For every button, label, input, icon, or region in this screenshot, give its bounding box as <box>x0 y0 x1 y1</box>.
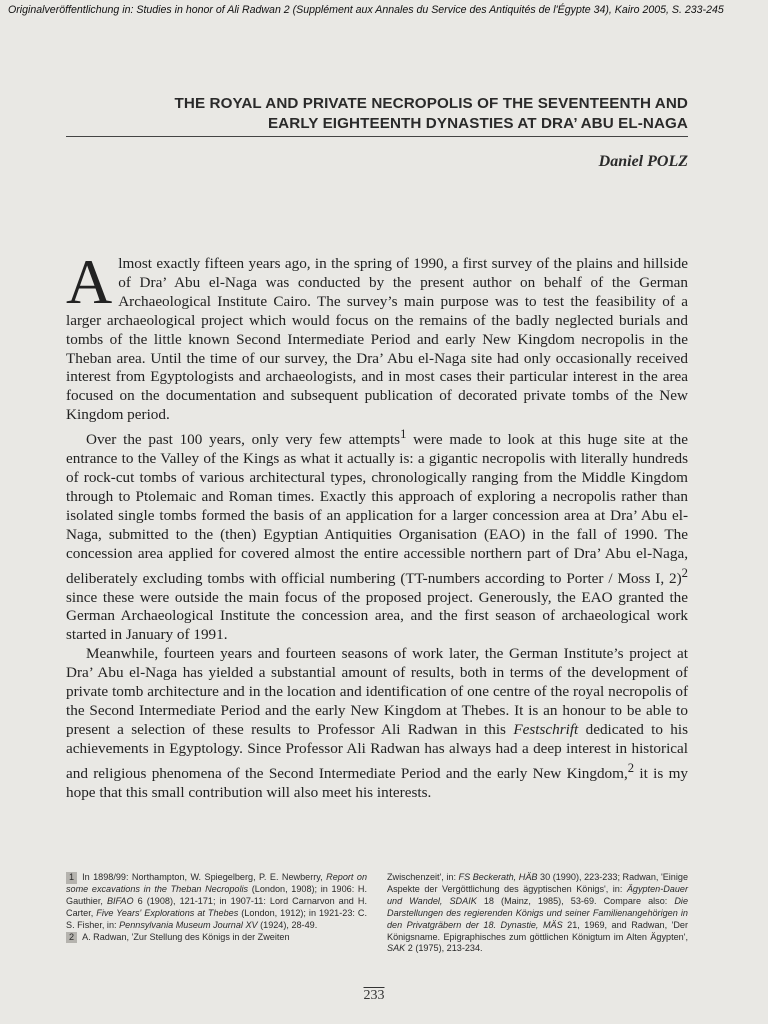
footnote-1 <box>66 872 367 932</box>
paragraph-2-text-a: Over the past 100 years, only very few attempts <box>86 431 401 449</box>
footnote-2 <box>66 932 367 944</box>
footnote-1-title-3: Five Years' Explorations at Thebes <box>96 907 239 918</box>
footnote-2-title-3: Die Darstellungen des regierenden Königs und seiner Familienangehörigen in den Privatgräbern der 18. Dynastie, MÄS <box>387 895 689 930</box>
footnote-1-number: 1 <box>66 872 77 884</box>
paragraph-3-text-a: Meanwhile, fourteen years and fourteen seasons of work later, the German Institute’s project at Dra’ Abu el-Naga has yielded a substantial amount of results, both in terms of the development of private tomb architecture and in the location and identification of one centre of the royal necropolis of the Second Intermediate Period and the early New Kingdom at Thebes. It is an honour to be able to present a selection of these results to Professor Ali Radwan in this <box>66 645 688 738</box>
source-note: Originalveröffentlichung in: Studies in honor of Ali Radwan 2 (Supplément aux Annales du Service des Antiquités de l'Égypte 34), Kairo 2005, S. 233-245 <box>8 4 724 16</box>
footnote-1-text-e: (1924), 28-49. <box>257 919 318 930</box>
footnote-1-title-4: Pennsylvania Museum Journal XV <box>119 919 258 930</box>
footnote-1-text-c: 6 (1908), 121-171; in 1907-11: Lord Carnarvon and H. Carter, <box>66 895 367 918</box>
paragraph-3-text-c: it is my hope that this small contribution will also meet his interests. <box>66 764 688 801</box>
footnote-2-text-c: 30 (1990), 223-233; Radwan, 'Einige Aspekte der Vergöttlichung des ägyptischen Königs', in: <box>387 872 689 894</box>
footnote-2-title-1: FS Beckerath, HÄB <box>458 872 538 882</box>
paragraph-2 <box>66 425 688 645</box>
paragraph-1-text: lmost exactly fifteen years ago, in the spring of 1990, a first survey of the plains and hillside of Dra’ Abu el-Naga was conducted by the present author on behalf of the German Archaeological Institute Cairo. The survey’s main purpose was to test the feasibility of a larger archaeological project which would focus on the remains of the badly neglected burials and tombs of the little known Second Intermediate Period and early New Kingdom necropolis in the Theban area. Until the time of our survey, the Dra’ Abu el-Naga site had only occasionally received interest from Egyptologists and archaeologists, and in most cases their particular interest in the area focused on the documentation and subsequent publication of decorated private tombs of the New Kingdom period. <box>66 255 688 424</box>
footnote-2-title-4: SAK <box>387 943 406 954</box>
footnotes-column-left <box>66 872 367 955</box>
footnote-2-text-d: 18 (Mainz, 1985), 53-69. Compare also: <box>476 895 675 906</box>
title-line-1: THE ROYAL AND PRIVATE NECROPOLIS OF THE SEVENTEENTH AND <box>174 95 688 112</box>
footnote-1-title-1: Report on some excavations in the Theban Necropolis <box>66 872 368 894</box>
footnote-ref-2b[interactable]: 2 <box>627 760 635 775</box>
footnote-1-text-d: (London, 1912); in 1921-23: C. S. Fisher, in: <box>66 907 367 930</box>
footnote-ref-1[interactable]: 1 <box>400 427 407 442</box>
footnote-2-number: 2 <box>66 932 77 944</box>
footnote-2-title-2: Ägypten-Dauer und Wandel, SDAIK <box>387 883 688 906</box>
festschrift-term: Festschrift <box>513 720 579 738</box>
footnote-2-continued <box>387 872 688 955</box>
article-title <box>40 94 688 134</box>
footnotes-column-right <box>387 872 688 955</box>
paragraph-3-text-b: dedicated to his achievements in Egyptology. Since Professor Ali Radwan has always had a deep interest in historical and religious phenomena of the Second Intermediate Period and the early New Kingdom, <box>66 720 688 782</box>
footnote-2-text-a: A. Radwan, 'Zur Stellung des Königs in der Zweiten <box>82 931 290 942</box>
paragraph-1 <box>66 246 688 425</box>
author-name: Daniel POLZ <box>598 153 688 170</box>
title-divider <box>66 136 688 137</box>
footnotes <box>66 872 688 955</box>
footnote-1-title-2: BIFAO <box>106 895 134 906</box>
footnote-1-text-a: In 1898/99: Northampton, W. Spiegelberg, P. E. Newberry, <box>82 872 327 882</box>
paragraph-2-text-b: were made to look at this huge site at the entrance to the Valley of the Kings as what it actually is: a gigantic necropolis with literally hundreds of rock-cut tombs of various architectural types, chronologically ranging from the Middle Kingdom through to Ptolemaic and Roman times. Exactly this approach of exploring a necropolis rather than isolated single tombs formed the basis of an application for a larger concession area at Dra’ Abu el-Naga, submitted to the (then) Egyptian Antiquities Organisation (EAO) in the fall of 1990. The concession area applied for covered almost the entire accessible northern part of Dra’ Abu el-Naga, deliberately excluding tombs with official numbering (TT-numbers according to Porter / Moss I, 2) <box>66 431 688 587</box>
footnote-2-text-b: Zwischenzeit', in: <box>387 872 459 882</box>
title-line-2: EARLY EIGHTEENTH DYNASTIES AT DRA’ ABU EL-NAGA <box>267 115 688 132</box>
footnote-2-text-f: 2 (1975), 213-234. <box>405 943 483 954</box>
paragraph-2-text-c: since these were outside the main focus of the proposed project. Generously, the EAO granted the German Archaeological Institute the concession area, and the first season of archaeological work started in January of 1991. <box>66 588 688 644</box>
footnote-1-text-b: (London, 1908); in 1906: H. Gauthier, <box>66 883 367 906</box>
drop-cap: A <box>66 246 113 317</box>
footnote-ref-2[interactable]: 2 <box>681 565 688 580</box>
paragraph-3 <box>66 645 688 802</box>
article-body <box>66 246 688 803</box>
page-number: 233 <box>363 988 385 1003</box>
footnote-2-text-e: 21, 1969, and Radwan, 'Der Königsname. Epigraphisches zum göttlichen Königtum im Alten Ägypten', <box>387 919 688 942</box>
